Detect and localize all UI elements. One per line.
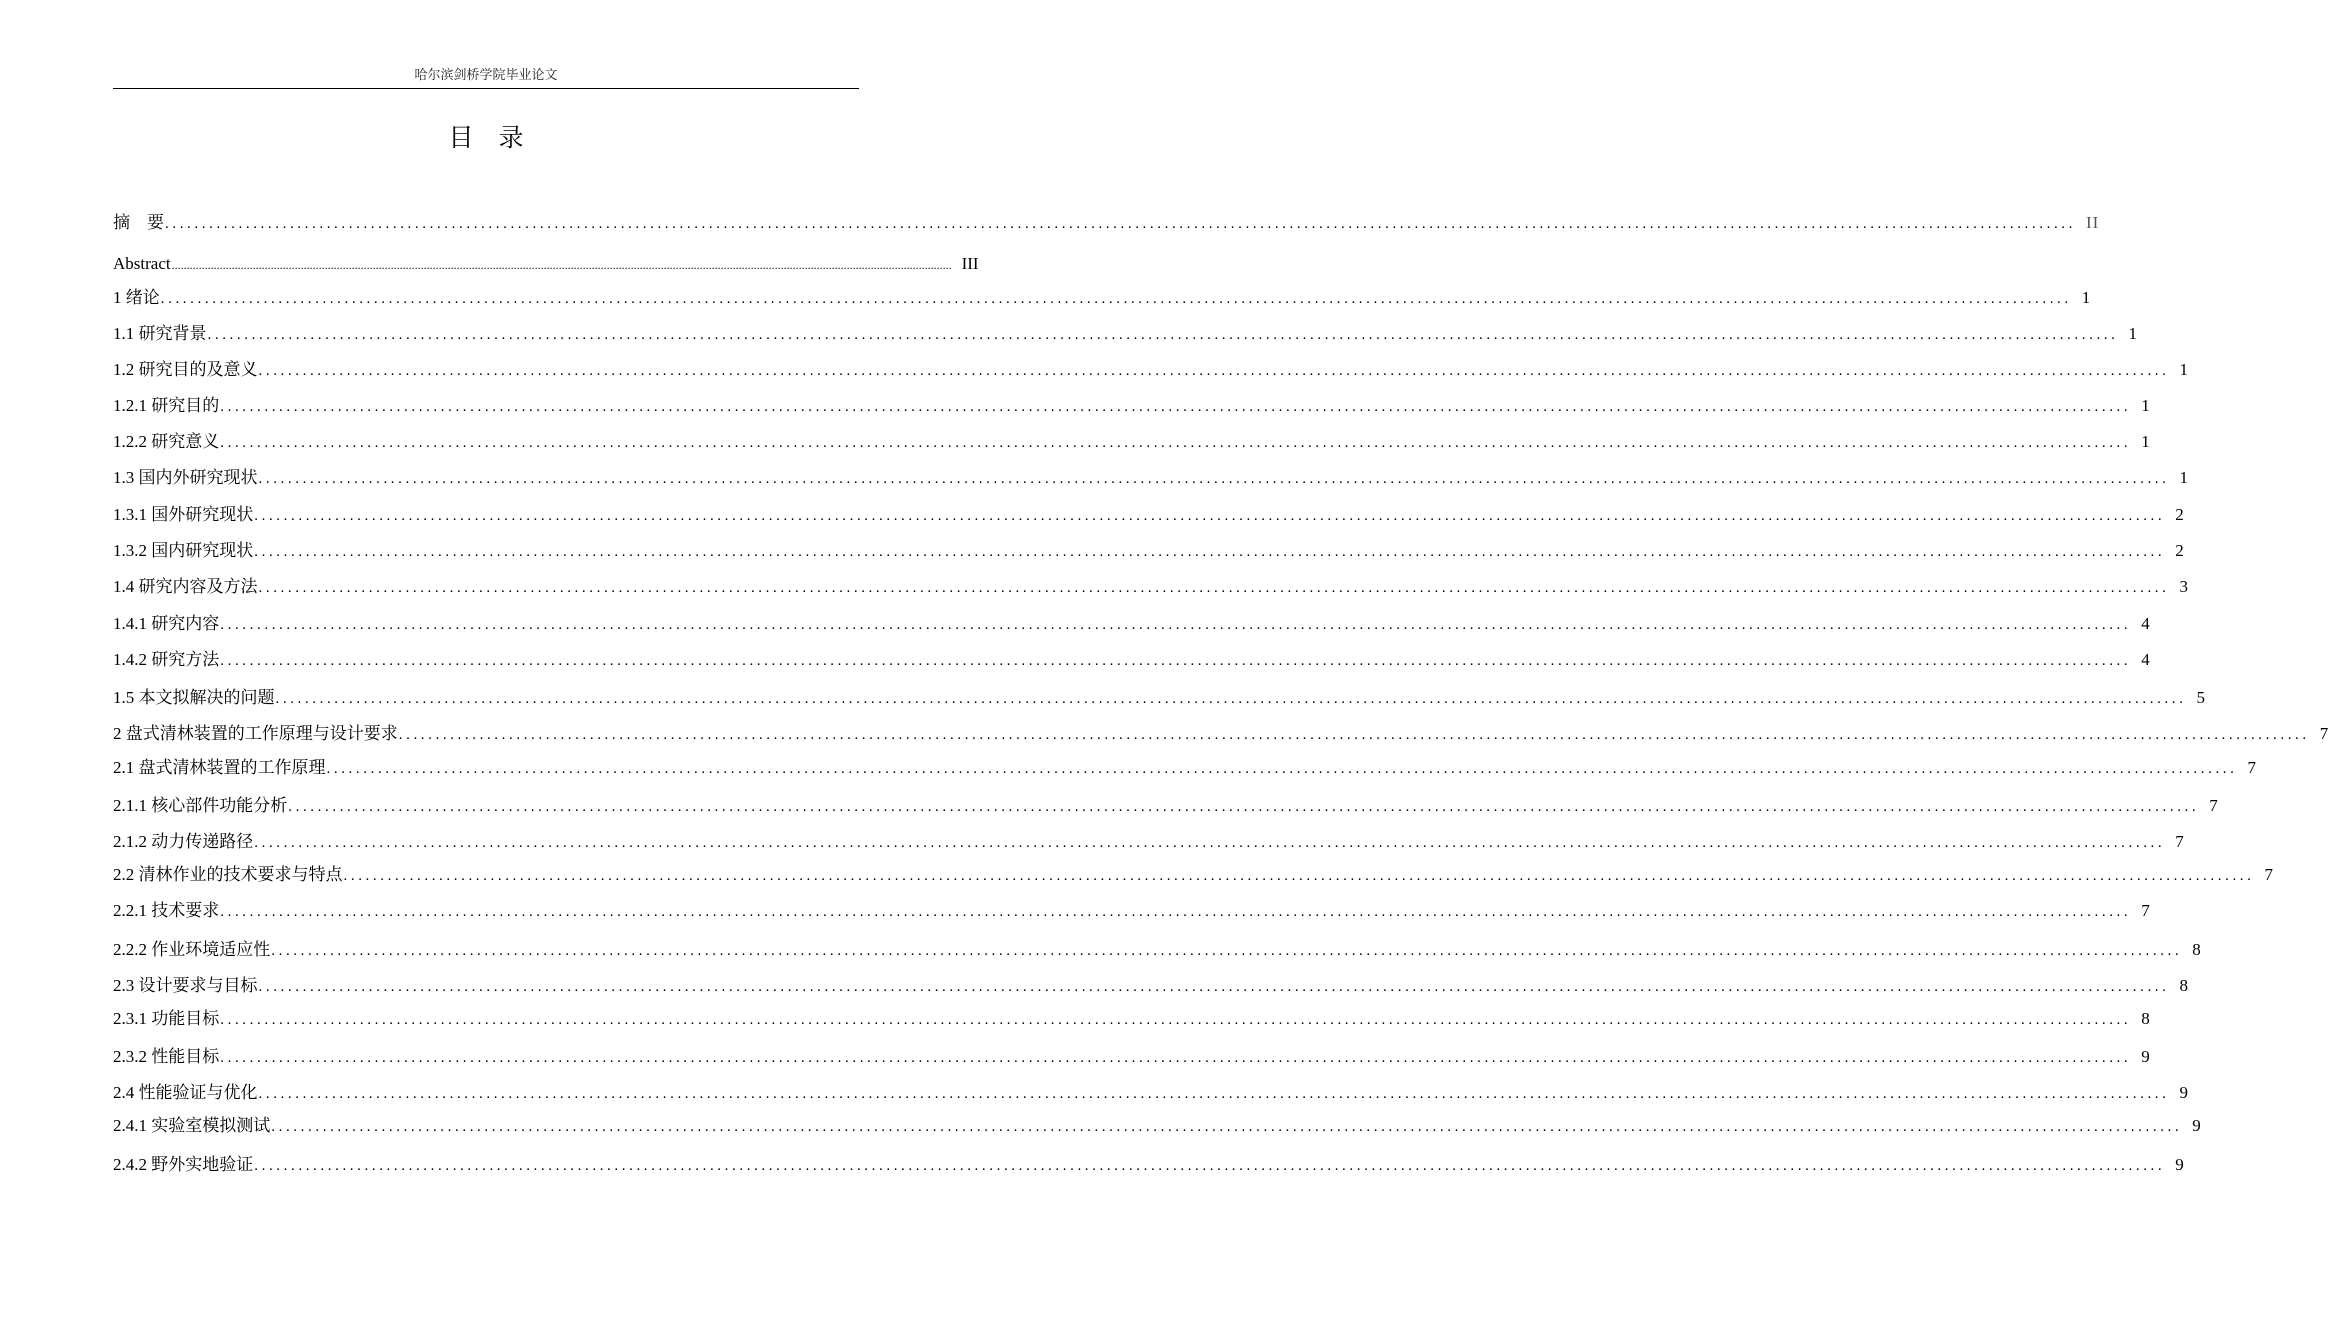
toc-entry-page: 1 (2081, 288, 2091, 307)
header-divider (113, 88, 859, 89)
toc-entry-page: 1 (2179, 468, 2188, 487)
toc-leader-dots: .................................................................................................................................................................................................................................................................... (254, 508, 2166, 524)
toc-entry-label: 2.2 清林作业的技术要求与特点 (113, 865, 343, 884)
toc-entry-label: 2.4.2 野外实地验证 (113, 1155, 254, 1174)
toc-entry-label: 2.2.2 作业环境适应性 (113, 940, 271, 959)
toc-entry[interactable] (113, 974, 2188, 998)
toc-leader-dots: .................................................................................................................................................................................................................................................................... (165, 216, 2076, 232)
toc-leader-dots: .................................................................................................................................................................................................................................................................... (258, 471, 2170, 487)
toc-entry[interactable] (113, 830, 2184, 854)
toc-entry-page: 7 (2247, 758, 2256, 777)
toc-entry-page: 8 (2141, 1009, 2150, 1028)
toc-entry[interactable] (113, 575, 2188, 599)
toc-entry-page: 2 (2175, 541, 2184, 560)
toc-entry[interactable] (113, 722, 2328, 746)
toc-entry-label: 2.1.2 动力传递路径 (113, 832, 254, 851)
toc-entry[interactable] (113, 756, 2256, 780)
toc-entry-label: 2.1.1 核心部件功能分析 (113, 796, 288, 815)
toc-entry-label: 2.1 盘式清林装置的工作原理 (113, 758, 326, 777)
toc-entry[interactable] (113, 938, 2201, 962)
toc-entry-page: II (2086, 213, 2100, 232)
toc-entry[interactable] (113, 1153, 2184, 1177)
toc-entry-label: 1.3 国内外研究现状 (113, 468, 258, 487)
toc-entry-label: 2.3 设计要求与目标 (113, 976, 258, 995)
toc-entry-label: Abstract (113, 254, 171, 273)
toc-entry-page: 1 (2128, 324, 2137, 343)
toc-entry-label: 1.2.2 研究意义 (113, 432, 220, 451)
toc-leader-dots: .................................................................................................................................................................................................................................................................... (258, 979, 2170, 995)
toc-entry[interactable] (113, 394, 2150, 418)
toc-entry-label: 1.3.1 国外研究现状 (113, 505, 254, 524)
toc-entry[interactable] (113, 794, 2218, 818)
toc-leader-dots: .................................................................................................................................................................................................................................................................... (220, 399, 2132, 415)
toc-entry-page: III (961, 254, 979, 273)
toc-entry-page: 7 (2141, 901, 2150, 920)
toc-entry-label: 2.2.1 技术要求 (113, 901, 220, 920)
toc-leader-dots: .................................................................................................................................................................................................................................................................... (288, 799, 2200, 815)
toc-entry-label: 摘 要 (113, 213, 164, 232)
toc-entry[interactable] (113, 1007, 2150, 1031)
toc-entry[interactable] (113, 648, 2150, 672)
toc-leader-dots: .................................................................................................................................................................................................................................................................... (258, 580, 2170, 596)
toc-leader-dots: .................................................................................................................................................................................................................................................................... (171, 258, 952, 272)
toc-entry[interactable] (113, 899, 2150, 923)
toc-leader-dots: .................................................................................................................................................................................................................................................................... (258, 363, 2170, 379)
toc-entry[interactable] (113, 430, 2150, 454)
toc-leader-dots: .................................................................................................................................................................................................................................................................... (207, 327, 2119, 343)
toc-entry-label: 1.2.1 研究目的 (113, 396, 220, 415)
toc-entry-page: 7 (2319, 724, 2328, 743)
toc-entry-page: 7 (2175, 832, 2184, 851)
toc-entry-page: 7 (2264, 865, 2273, 884)
toc-entry[interactable] (113, 863, 2273, 887)
toc-entry-label: 1.5 本文拟解决的问题 (113, 688, 275, 707)
toc-entry-page: 8 (2179, 976, 2188, 995)
toc-entry-page: 8 (2192, 940, 2201, 959)
toc-entry-label: 2 盘式清林装置的工作原理与设计要求 (113, 724, 398, 743)
toc-entry-page: 9 (2175, 1155, 2184, 1174)
toc-entry[interactable] (113, 211, 2100, 235)
toc-entry[interactable] (113, 322, 2137, 346)
toc-entry-page: 9 (2141, 1047, 2150, 1066)
toc-entry-page: 3 (2179, 577, 2188, 596)
toc-entry[interactable] (113, 286, 2091, 310)
toc-entry-page: 5 (2196, 688, 2205, 707)
toc-entry-page: 2 (2175, 505, 2184, 524)
toc-entry-label: 2.3.2 性能目标 (113, 1047, 220, 1066)
toc-entry-label: 1.3.2 国内研究现状 (113, 541, 254, 560)
toc-leader-dots: .................................................................................................................................................................................................................................................................... (343, 868, 2255, 884)
toc-entry[interactable] (113, 539, 2184, 563)
toc-entry-label: 2.3.1 功能目标 (113, 1009, 220, 1028)
toc-leader-dots: .................................................................................................................................................................................................................................................................... (254, 835, 2166, 851)
toc-entry-label: 1.4.1 研究内容 (113, 614, 220, 633)
toc-entry-label: 1.4 研究内容及方法 (113, 577, 258, 596)
toc-entry-page: 4 (2141, 650, 2150, 669)
toc-entry[interactable] (113, 686, 2205, 710)
toc-leader-dots: .................................................................................................................................................................................................................................................................... (271, 943, 2183, 959)
toc-leader-dots: .................................................................................................................................................................................................................................................................... (220, 653, 2132, 669)
toc-leader-dots: .................................................................................................................................................................................................................................................................... (326, 761, 2238, 777)
toc-entry-label: 1.1 研究背景 (113, 324, 207, 343)
toc-leader-dots: .................................................................................................................................................................................................................................................................... (275, 691, 2187, 707)
toc-leader-dots: .................................................................................................................................................................................................................................................................... (220, 904, 2132, 920)
toc-entry[interactable] (113, 1114, 2201, 1138)
toc-entry-page: 1 (2179, 360, 2188, 379)
toc-leader-dots: .................................................................................................................................................................................................................................................................... (220, 1012, 2132, 1028)
toc-leader-dots: .................................................................................................................................................................................................................................................................... (160, 291, 2072, 307)
toc-entry-page: 1 (2141, 432, 2150, 451)
toc-entry-page: 1 (2141, 396, 2150, 415)
toc-leader-dots: .................................................................................................................................................................................................................................................................... (220, 617, 2132, 633)
toc-entry[interactable] (113, 612, 2150, 636)
toc-leader-dots: .................................................................................................................................................................................................................................................................... (398, 727, 2310, 743)
toc-entry[interactable] (113, 1081, 2188, 1105)
toc-entry[interactable] (113, 1045, 2150, 1069)
toc-leader-dots: .................................................................................................................................................................................................................................................................... (220, 435, 2132, 451)
toc-entry-label: 2.4 性能验证与优化 (113, 1083, 258, 1102)
toc-entry-page: 7 (2209, 796, 2218, 815)
toc-leader-dots: .................................................................................................................................................................................................................................................................... (271, 1119, 2183, 1135)
toc-entry[interactable] (113, 252, 979, 276)
toc-entry-page: 9 (2179, 1083, 2188, 1102)
toc-leader-dots: .................................................................................................................................................................................................................................................................... (254, 1158, 2166, 1174)
toc-entry[interactable] (113, 503, 2184, 527)
toc-leader-dots: .................................................................................................................................................................................................................................................................... (254, 544, 2166, 560)
toc-entry-label: 1.2 研究目的及意义 (113, 360, 258, 379)
toc-leader-dots: .................................................................................................................................................................................................................................................................... (258, 1086, 2170, 1102)
toc-entry-page: 9 (2192, 1116, 2201, 1135)
toc-entry-page: 4 (2141, 614, 2150, 633)
toc-entry[interactable] (113, 358, 2188, 382)
toc-entry-label: 2.4.1 实验室模拟测试 (113, 1116, 271, 1135)
toc-entry-label: 1 绪论 (113, 288, 160, 307)
toc-entry-label: 1.4.2 研究方法 (113, 650, 220, 669)
toc-leader-dots: .................................................................................................................................................................................................................................................................... (220, 1050, 2132, 1066)
page-header: 哈尔滨剑桥学院毕业论文 (414, 67, 558, 82)
page-title: 目 录 (448, 123, 524, 152)
toc-entry[interactable] (113, 466, 2188, 490)
